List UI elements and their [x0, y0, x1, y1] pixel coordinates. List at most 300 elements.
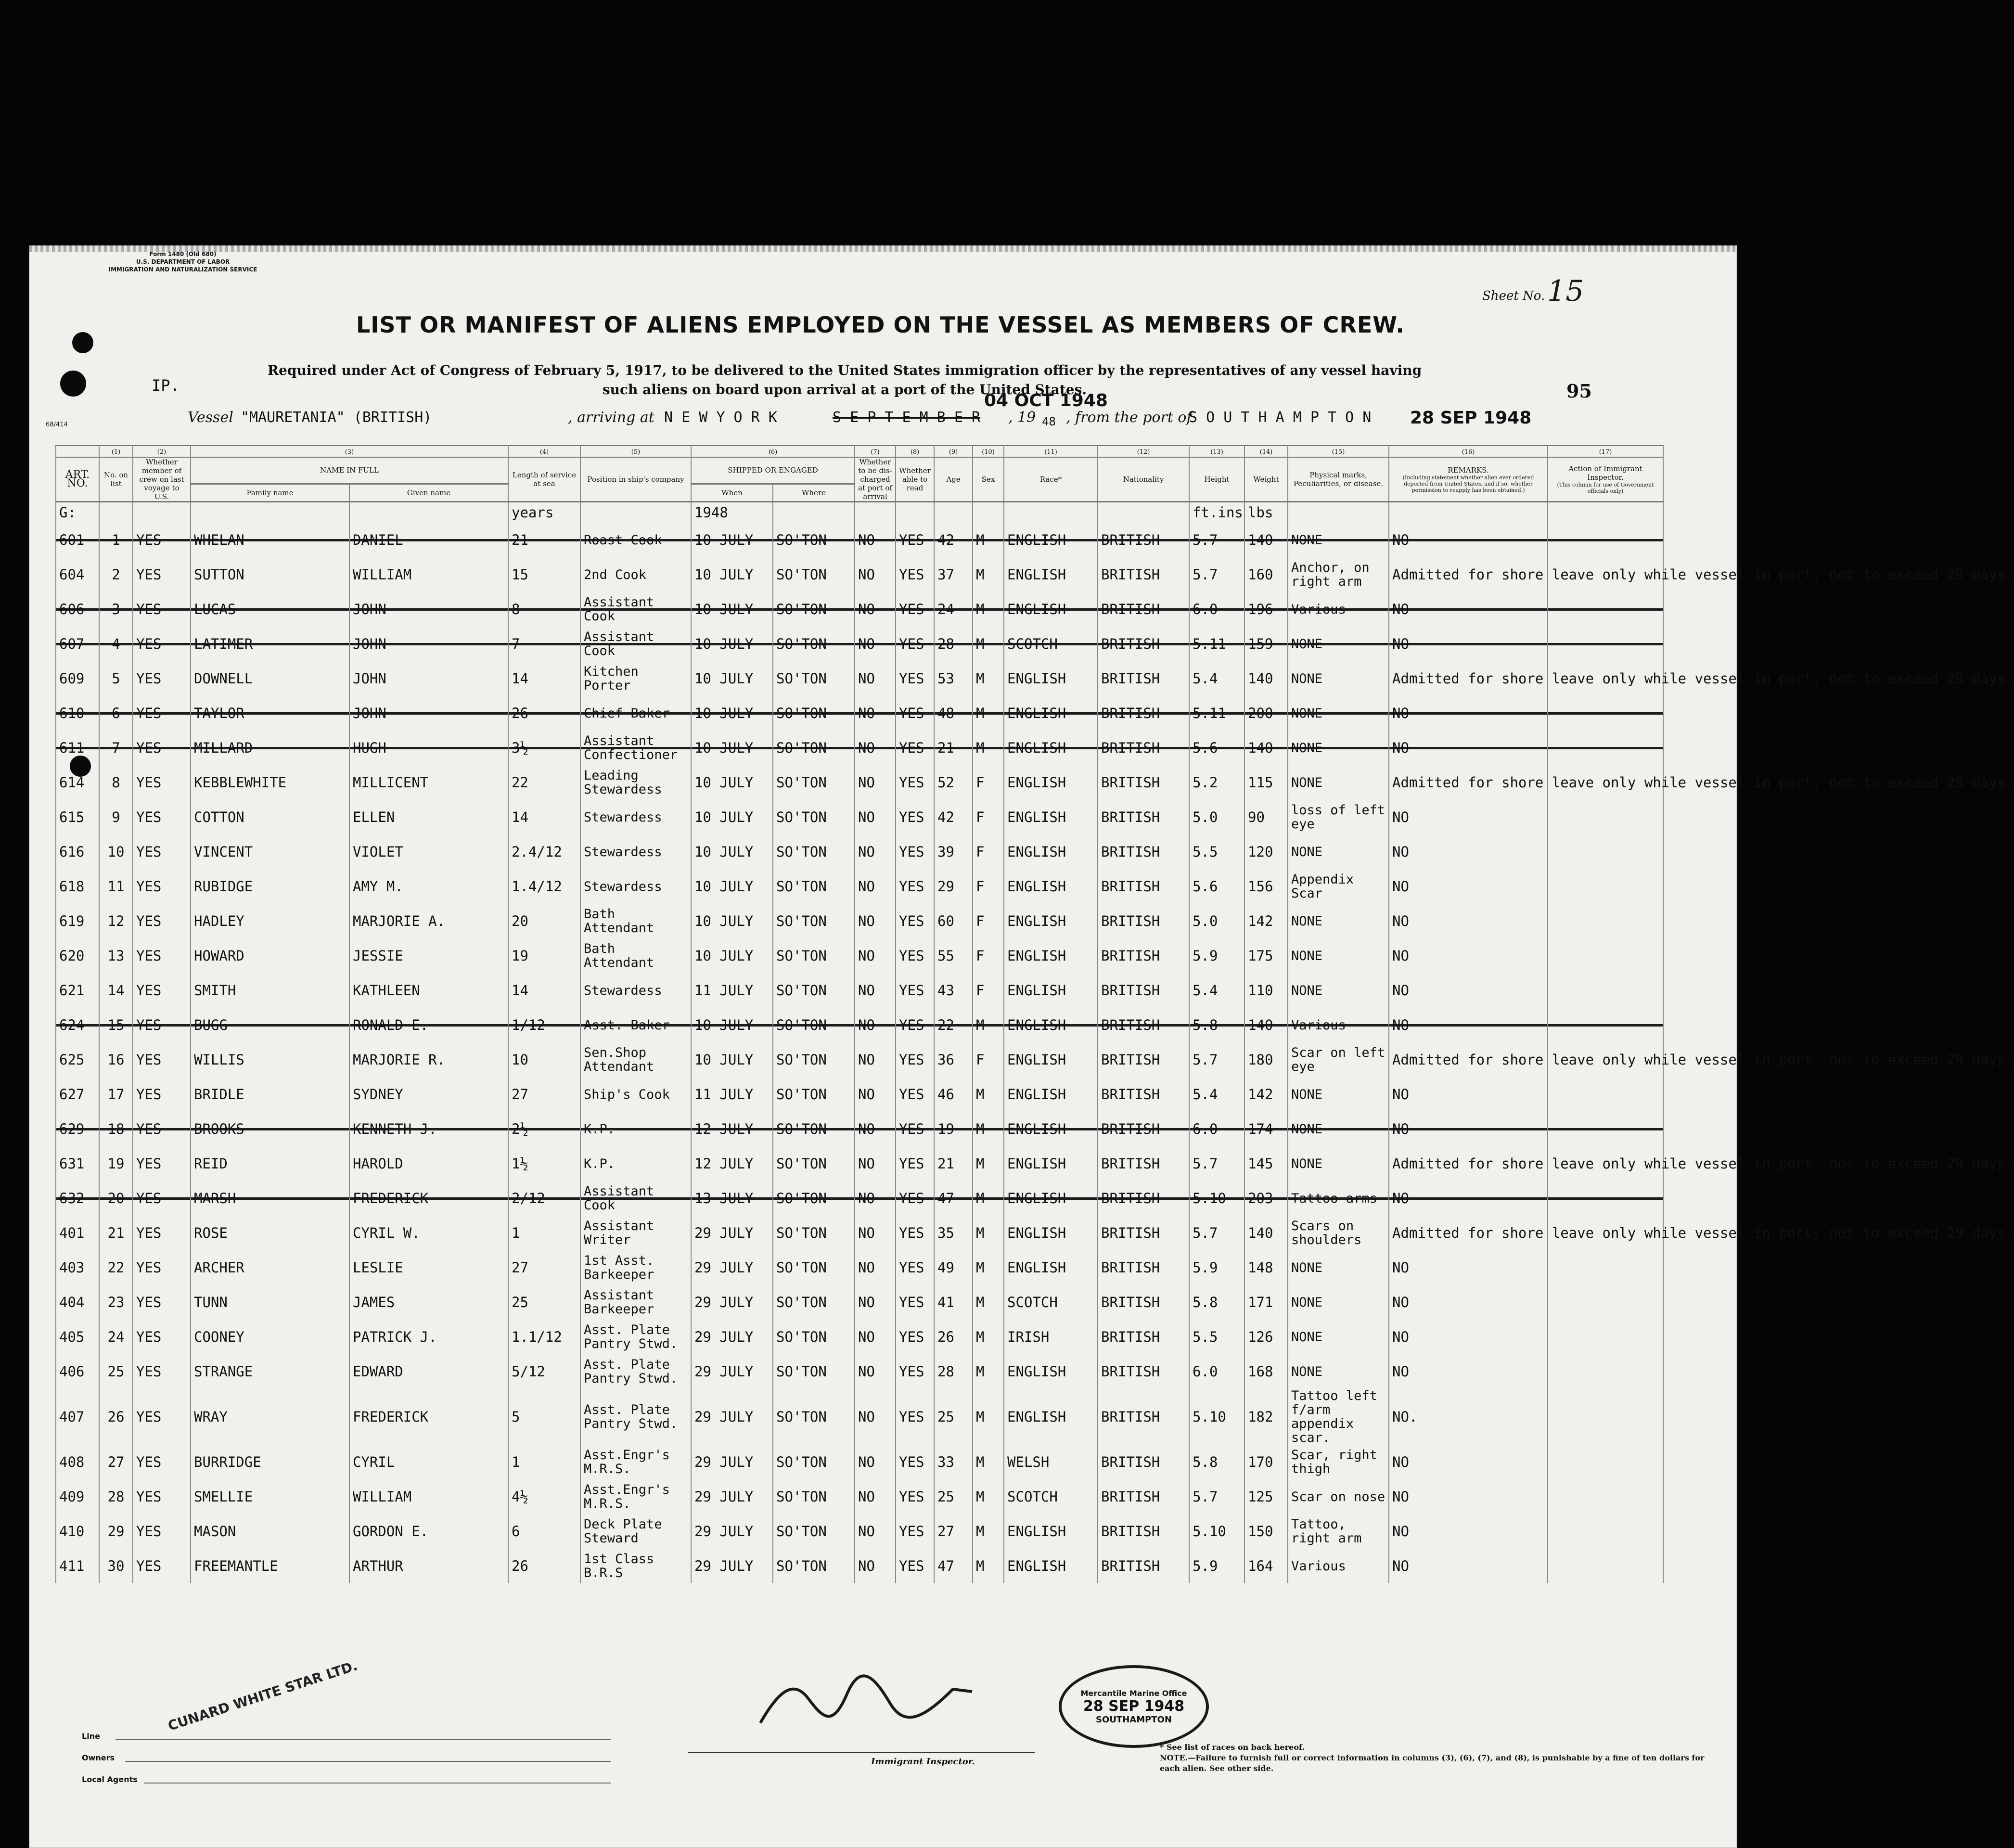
shipped-where: SO'TON: [773, 1077, 855, 1112]
inspector-action: [1548, 1514, 1663, 1549]
crew-member-flag: YES: [133, 731, 191, 765]
family-name: WILLIS: [191, 1042, 349, 1077]
shipped-where: SO'TON: [773, 1008, 855, 1042]
given-name: RONALD E.: [349, 1008, 508, 1042]
shipped-where: SO'TON: [773, 1320, 855, 1354]
sex: M: [973, 1445, 1004, 1479]
discharged-flag: NO: [855, 1112, 896, 1146]
remarks: Admitted for shore leave only while vessel in port, not to exceed 29 days.: [1389, 661, 1548, 696]
sex: M: [973, 1285, 1004, 1320]
shipped-where: SO'TON: [773, 696, 855, 731]
header-length-service: Length of service at sea: [508, 457, 580, 502]
position: Stewardess: [580, 800, 691, 834]
position: Asst. Plate Pantry Stwd.: [580, 1354, 691, 1389]
physical-marks: NONE: [1288, 1112, 1389, 1146]
position: K.P.: [580, 1112, 691, 1146]
crew-row: [56, 1077, 1663, 1112]
physical-marks: Appendix Scar: [1288, 869, 1389, 904]
art-number: 629: [56, 1112, 99, 1146]
art-number: 610: [56, 696, 99, 731]
shipped-when: 10 JULY: [691, 661, 773, 696]
crew-member-flag: YES: [133, 557, 191, 592]
able-to-read: YES: [896, 731, 934, 765]
height: 5.11: [1189, 627, 1244, 661]
given-name: DANIEL: [349, 523, 508, 557]
crew-member-flag: YES: [133, 904, 191, 938]
age: 60: [934, 904, 973, 938]
column-number: (10): [973, 446, 1004, 457]
column-number: (3): [191, 446, 508, 457]
position: Asst.Engr's M.R.S.: [580, 1445, 691, 1479]
family-name: LATIMER: [191, 627, 349, 661]
remarks: NO: [1389, 938, 1548, 973]
manifest-subtitle: Required under Act of Congress of February 5, 1917, to be delivered to the United States immigration officer by the representatives of any vessel having such aliens on board upon arrival at a port of the United States.: [267, 362, 1422, 398]
race: ENGLISH: [1004, 661, 1098, 696]
inspector-action: [1548, 1112, 1663, 1146]
remarks: NO: [1389, 1112, 1548, 1146]
art-number: 606: [56, 592, 99, 627]
height: 5.11: [1189, 696, 1244, 731]
crew-member-flag: YES: [133, 834, 191, 869]
vessel-label: Vessel: [188, 409, 233, 426]
race: ENGLISH: [1004, 1250, 1098, 1285]
given-name: HUGH: [349, 731, 508, 765]
shipped-when: 29 JULY: [691, 1479, 773, 1514]
action-note: (This column for use of Government officials only): [1557, 482, 1654, 494]
discharged-flag: NO: [855, 1320, 896, 1354]
weight: 125: [1244, 1479, 1288, 1514]
service-length: 22: [508, 765, 580, 800]
sex: F: [973, 834, 1004, 869]
discharged-flag: NO: [855, 1077, 896, 1112]
weight: 180: [1244, 1042, 1288, 1077]
list-number: 17: [99, 1077, 133, 1112]
nationality: BRITISH: [1098, 1112, 1189, 1146]
shipped-where: SO'TON: [773, 938, 855, 973]
weight: 170: [1244, 1445, 1288, 1479]
sex: M: [973, 1077, 1004, 1112]
race: ENGLISH: [1004, 592, 1098, 627]
service-length: 2/12: [508, 1181, 580, 1216]
inspector-action: [1548, 696, 1663, 731]
able-to-read: YES: [896, 1042, 934, 1077]
nationality: BRITISH: [1098, 834, 1189, 869]
sex: M: [973, 1112, 1004, 1146]
crew-member-flag: YES: [133, 765, 191, 800]
shipped-when: 11 JULY: [691, 1077, 773, 1112]
inspector-action: [1548, 1549, 1663, 1583]
service-length: 5/12: [508, 1354, 580, 1389]
weight: 140: [1244, 661, 1288, 696]
weight: 171: [1244, 1285, 1288, 1320]
service-length: 14: [508, 661, 580, 696]
given-name: KENNETH J.: [349, 1112, 508, 1146]
shipped-where: SO'TON: [773, 1112, 855, 1146]
inspector-action: [1548, 1479, 1663, 1514]
shipped-where: SO'TON: [773, 592, 855, 627]
nationality: BRITISH: [1098, 1285, 1189, 1320]
shipped-when: 10 JULY: [691, 627, 773, 661]
given-name: MILLICENT: [349, 765, 508, 800]
height: 5.10: [1189, 1389, 1244, 1445]
crew-member-flag: YES: [133, 1216, 191, 1250]
remarks-note: (Including statement whether alien ever ordered deported from United States, and if so, whether permission to reapply has been obtained.): [1402, 474, 1534, 493]
crew-row: [56, 696, 1663, 731]
service-length: 27: [508, 1077, 580, 1112]
crew-member-flag: YES: [133, 1008, 191, 1042]
physical-marks: Tattoo left f/arm appendix scar.: [1288, 1389, 1389, 1445]
list-number: 10: [99, 834, 133, 869]
height: 5.8: [1189, 1285, 1244, 1320]
discharged-flag: NO: [855, 523, 896, 557]
discharged-flag: NO: [855, 904, 896, 938]
physical-marks: NONE: [1288, 938, 1389, 973]
physical-marks: NONE: [1288, 627, 1389, 661]
age: 28: [934, 1354, 973, 1389]
age: 21: [934, 731, 973, 765]
shipped-where: SO'TON: [773, 973, 855, 1008]
family-name: SUTTON: [191, 557, 349, 592]
family-name: MILLARD: [191, 731, 349, 765]
physical-marks: NONE: [1288, 834, 1389, 869]
header-age: Age: [934, 457, 973, 502]
nationality: BRITISH: [1098, 1445, 1189, 1479]
race: ENGLISH: [1004, 800, 1098, 834]
race: ENGLISH: [1004, 696, 1098, 731]
art-number: 618: [56, 869, 99, 904]
age: 48: [934, 696, 973, 731]
shipped-when: 12 JULY: [691, 1146, 773, 1181]
given-name: KATHLEEN: [349, 973, 508, 1008]
shipped-where: SO'TON: [773, 1181, 855, 1216]
crew-row: [56, 592, 1663, 627]
list-number: 3: [99, 592, 133, 627]
sex: M: [973, 523, 1004, 557]
crew-row: [56, 834, 1663, 869]
year-suffix: 48: [1042, 415, 1056, 428]
inspector-action: [1548, 1285, 1663, 1320]
able-to-read: YES: [896, 1008, 934, 1042]
art-number: 619: [56, 904, 99, 938]
height: 6.0: [1189, 1354, 1244, 1389]
list-number: 30: [99, 1549, 133, 1583]
physical-marks: Scar on nose: [1288, 1479, 1389, 1514]
able-to-read: YES: [896, 1285, 934, 1320]
family-name: BURRIDGE: [191, 1445, 349, 1479]
remarks: NO: [1389, 1077, 1548, 1112]
shipped-when: 10 JULY: [691, 731, 773, 765]
able-to-read: YES: [896, 1146, 934, 1181]
column-number: (16): [1389, 446, 1548, 457]
shipped-where: SO'TON: [773, 523, 855, 557]
shipped-when: 10 JULY: [691, 696, 773, 731]
shipped-when: 29 JULY: [691, 1445, 773, 1479]
shipped-when: 12 JULY: [691, 1112, 773, 1146]
discharged-flag: NO: [855, 627, 896, 661]
column-number: (7): [855, 446, 896, 457]
race: ENGLISH: [1004, 973, 1098, 1008]
list-number: 8: [99, 765, 133, 800]
shipped-where: SO'TON: [773, 1549, 855, 1583]
list-number: 9: [99, 800, 133, 834]
weight: 140: [1244, 523, 1288, 557]
penalty-note: NOTE.—Failure to furnish full or correct information in columns (3), (6), (7), and (8), is punishable by a fine of ten dollars for each alien. See other side.: [1160, 1753, 1705, 1773]
height: 5.7: [1189, 1216, 1244, 1250]
nationality: BRITISH: [1098, 627, 1189, 661]
service-length: 1/12: [508, 1008, 580, 1042]
position: 2nd Cook: [580, 557, 691, 592]
sex: M: [973, 1389, 1004, 1445]
list-number: 11: [99, 869, 133, 904]
list-number: 14: [99, 973, 133, 1008]
art-number: 411: [56, 1549, 99, 1583]
art-number: 627: [56, 1077, 99, 1112]
service-length: 26: [508, 1549, 580, 1583]
able-to-read: YES: [896, 1549, 934, 1583]
manifest-body: [56, 502, 2014, 1584]
able-to-read: YES: [896, 557, 934, 592]
art-number: 607: [56, 627, 99, 661]
shipped-when: 10 JULY: [691, 1042, 773, 1077]
able-to-read: YES: [896, 627, 934, 661]
header-given-name: Given name: [349, 484, 508, 501]
race: WELSH: [1004, 1445, 1098, 1479]
shipped-when: 10 JULY: [691, 765, 773, 800]
sex: F: [973, 1042, 1004, 1077]
column-number: (1): [99, 446, 133, 457]
family-name: ARCHER: [191, 1250, 349, 1285]
age: 53: [934, 661, 973, 696]
age: 22: [934, 1008, 973, 1042]
header-height: Height: [1189, 457, 1244, 502]
crew-member-flag: YES: [133, 1514, 191, 1549]
given-name: JOHN: [349, 592, 508, 627]
height: 6.0: [1189, 592, 1244, 627]
inspector-signature: [751, 1670, 982, 1737]
list-number: 1: [99, 523, 133, 557]
inspector-action: [1548, 834, 1663, 869]
sex: M: [973, 696, 1004, 731]
crew-member-flag: YES: [133, 1112, 191, 1146]
able-to-read: YES: [896, 1112, 934, 1146]
position: Asst. Plate Pantry Stwd.: [580, 1389, 691, 1445]
list-number: 12: [99, 904, 133, 938]
position: Stewardess: [580, 834, 691, 869]
sex: M: [973, 1146, 1004, 1181]
inspector-action: [1548, 1008, 1663, 1042]
physical-marks: Tattoo arms: [1288, 1181, 1389, 1216]
service-length: 27: [508, 1250, 580, 1285]
crew-member-flag: YES: [133, 1320, 191, 1354]
column-number: (15): [1288, 446, 1389, 457]
crew-row: [56, 1146, 1663, 1181]
nationality: BRITISH: [1098, 1320, 1189, 1354]
able-to-read: YES: [896, 1479, 934, 1514]
height: 5.2: [1189, 765, 1244, 800]
race: ENGLISH: [1004, 731, 1098, 765]
sex: M: [973, 1008, 1004, 1042]
shipped-when: 10 JULY: [691, 938, 773, 973]
physical-marks: Various: [1288, 1008, 1389, 1042]
header-physical-marks: Physical marks, Peculiarities, or disease.: [1288, 457, 1389, 502]
shipped-where: SO'TON: [773, 1216, 855, 1250]
art-number: 409: [56, 1479, 99, 1514]
position: Roast Cook: [580, 523, 691, 557]
header-when: When: [691, 484, 773, 501]
service-length: 25: [508, 1285, 580, 1320]
list-number: 24: [99, 1320, 133, 1354]
position: Bath Attendant: [580, 938, 691, 973]
family-name: TUNN: [191, 1285, 349, 1320]
crew-member-flag: YES: [133, 1389, 191, 1445]
column-number: (6): [691, 446, 855, 457]
shipped-where: SO'TON: [773, 557, 855, 592]
discharged-flag: NO: [855, 869, 896, 904]
crew-row: [56, 1320, 1663, 1354]
given-name: ARTHUR: [349, 1549, 508, 1583]
crew-row: [56, 1112, 1663, 1146]
list-number: 23: [99, 1285, 133, 1320]
crew-member-flag: YES: [133, 1549, 191, 1583]
list-number: 7: [99, 731, 133, 765]
race: ENGLISH: [1004, 765, 1098, 800]
crew-member-flag: YES: [133, 592, 191, 627]
discharged-flag: NO: [855, 765, 896, 800]
able-to-read: YES: [896, 1181, 934, 1216]
line-rule: [115, 1739, 611, 1740]
able-to-read: YES: [896, 765, 934, 800]
nationality: BRITISH: [1098, 1354, 1189, 1389]
service-length: 26: [508, 696, 580, 731]
crew-row: [56, 1216, 1663, 1250]
physical-marks: NONE: [1288, 1250, 1389, 1285]
sex: F: [973, 869, 1004, 904]
given-name: JOHN: [349, 661, 508, 696]
torn-top-edge: [29, 245, 1737, 252]
discharged-flag: NO: [855, 1181, 896, 1216]
stamp-place: SOUTHAMPTON: [1096, 1714, 1172, 1725]
weight: 148: [1244, 1250, 1288, 1285]
list-number: 18: [99, 1112, 133, 1146]
shipped-when: 10 JULY: [691, 523, 773, 557]
family-name: FREEMANTLE: [191, 1549, 349, 1583]
weight: 156: [1244, 869, 1288, 904]
family-name: STRANGE: [191, 1354, 349, 1389]
discharged-flag: NO: [855, 800, 896, 834]
service-length: 15: [508, 557, 580, 592]
nationality: BRITISH: [1098, 938, 1189, 973]
height: 5.9: [1189, 1549, 1244, 1583]
age: 42: [934, 523, 973, 557]
crew-row: [56, 1181, 1663, 1216]
family-name: SMELLIE: [191, 1479, 349, 1514]
service-length: 14: [508, 800, 580, 834]
arrival-port: N E W Y O R K: [664, 409, 777, 426]
crew-row: [56, 1389, 1663, 1445]
weight: 196: [1244, 592, 1288, 627]
nationality: BRITISH: [1098, 523, 1189, 557]
shipped-when: 29 JULY: [691, 1250, 773, 1285]
crew-member-flag: YES: [133, 869, 191, 904]
physical-marks: NONE: [1288, 661, 1389, 696]
age: 33: [934, 1445, 973, 1479]
units-row: [56, 502, 1663, 523]
shipped-where: SO'TON: [773, 1479, 855, 1514]
family-name: SMITH: [191, 973, 349, 1008]
age: 35: [934, 1216, 973, 1250]
race: SCOTCH: [1004, 1285, 1098, 1320]
given-name: CYRIL W.: [349, 1216, 508, 1250]
physical-marks: NONE: [1288, 1320, 1389, 1354]
able-to-read: YES: [896, 1077, 934, 1112]
given-name: PATRICK J.: [349, 1320, 508, 1354]
position: Assistant Barkeeper: [580, 1285, 691, 1320]
age: 42: [934, 800, 973, 834]
remarks: NO: [1389, 973, 1548, 1008]
inspector-action: [1548, 731, 1663, 765]
crew-row: [56, 1354, 1663, 1389]
nationality: BRITISH: [1098, 1181, 1189, 1216]
age: 36: [934, 1042, 973, 1077]
shipped-when: 10 JULY: [691, 904, 773, 938]
able-to-read: YES: [896, 696, 934, 731]
given-name: AMY M.: [349, 869, 508, 904]
column-number-row: [56, 446, 1663, 457]
nationality: BRITISH: [1098, 1479, 1189, 1514]
able-to-read: YES: [896, 523, 934, 557]
given-name: JAMES: [349, 1285, 508, 1320]
weight: 164: [1244, 1549, 1288, 1583]
position: Ship's Cook: [580, 1077, 691, 1112]
shipped-where: SO'TON: [773, 765, 855, 800]
service-length: 5: [508, 1389, 580, 1445]
crew-member-flag: YES: [133, 1250, 191, 1285]
able-to-read: YES: [896, 938, 934, 973]
family-name: COTTON: [191, 800, 349, 834]
discharged-flag: NO: [855, 834, 896, 869]
sheet-number: 15: [1547, 274, 1584, 308]
nationality: BRITISH: [1098, 800, 1189, 834]
crew-member-flag: YES: [133, 696, 191, 731]
sex: M: [973, 1320, 1004, 1354]
race: ENGLISH: [1004, 1216, 1098, 1250]
given-name: CYRIL: [349, 1445, 508, 1479]
sex: M: [973, 1216, 1004, 1250]
weight: 142: [1244, 1077, 1288, 1112]
service-length: 21: [508, 523, 580, 557]
physical-marks: NONE: [1288, 1146, 1389, 1181]
inspector-action: [1548, 800, 1663, 834]
ip-mark: IP.: [152, 376, 180, 395]
height: 5.0: [1189, 800, 1244, 834]
weight: 90: [1244, 800, 1288, 834]
weight-unit: lbs: [1244, 502, 1288, 523]
column-number: (4): [508, 446, 580, 457]
inspector-action: [1548, 592, 1663, 627]
height: 5.5: [1189, 834, 1244, 869]
manifest-table-wrapper: [29, 445, 2014, 1583]
service-length: 2½: [508, 1112, 580, 1146]
list-number: 25: [99, 1354, 133, 1389]
crew-row: [56, 1514, 1663, 1549]
remarks: NO: [1389, 627, 1548, 661]
age: 43: [934, 973, 973, 1008]
family-name: VINCENT: [191, 834, 349, 869]
art-number: 401: [56, 1216, 99, 1250]
art-number: 407: [56, 1389, 99, 1445]
inspector-action: [1548, 523, 1663, 557]
age: 47: [934, 1181, 973, 1216]
